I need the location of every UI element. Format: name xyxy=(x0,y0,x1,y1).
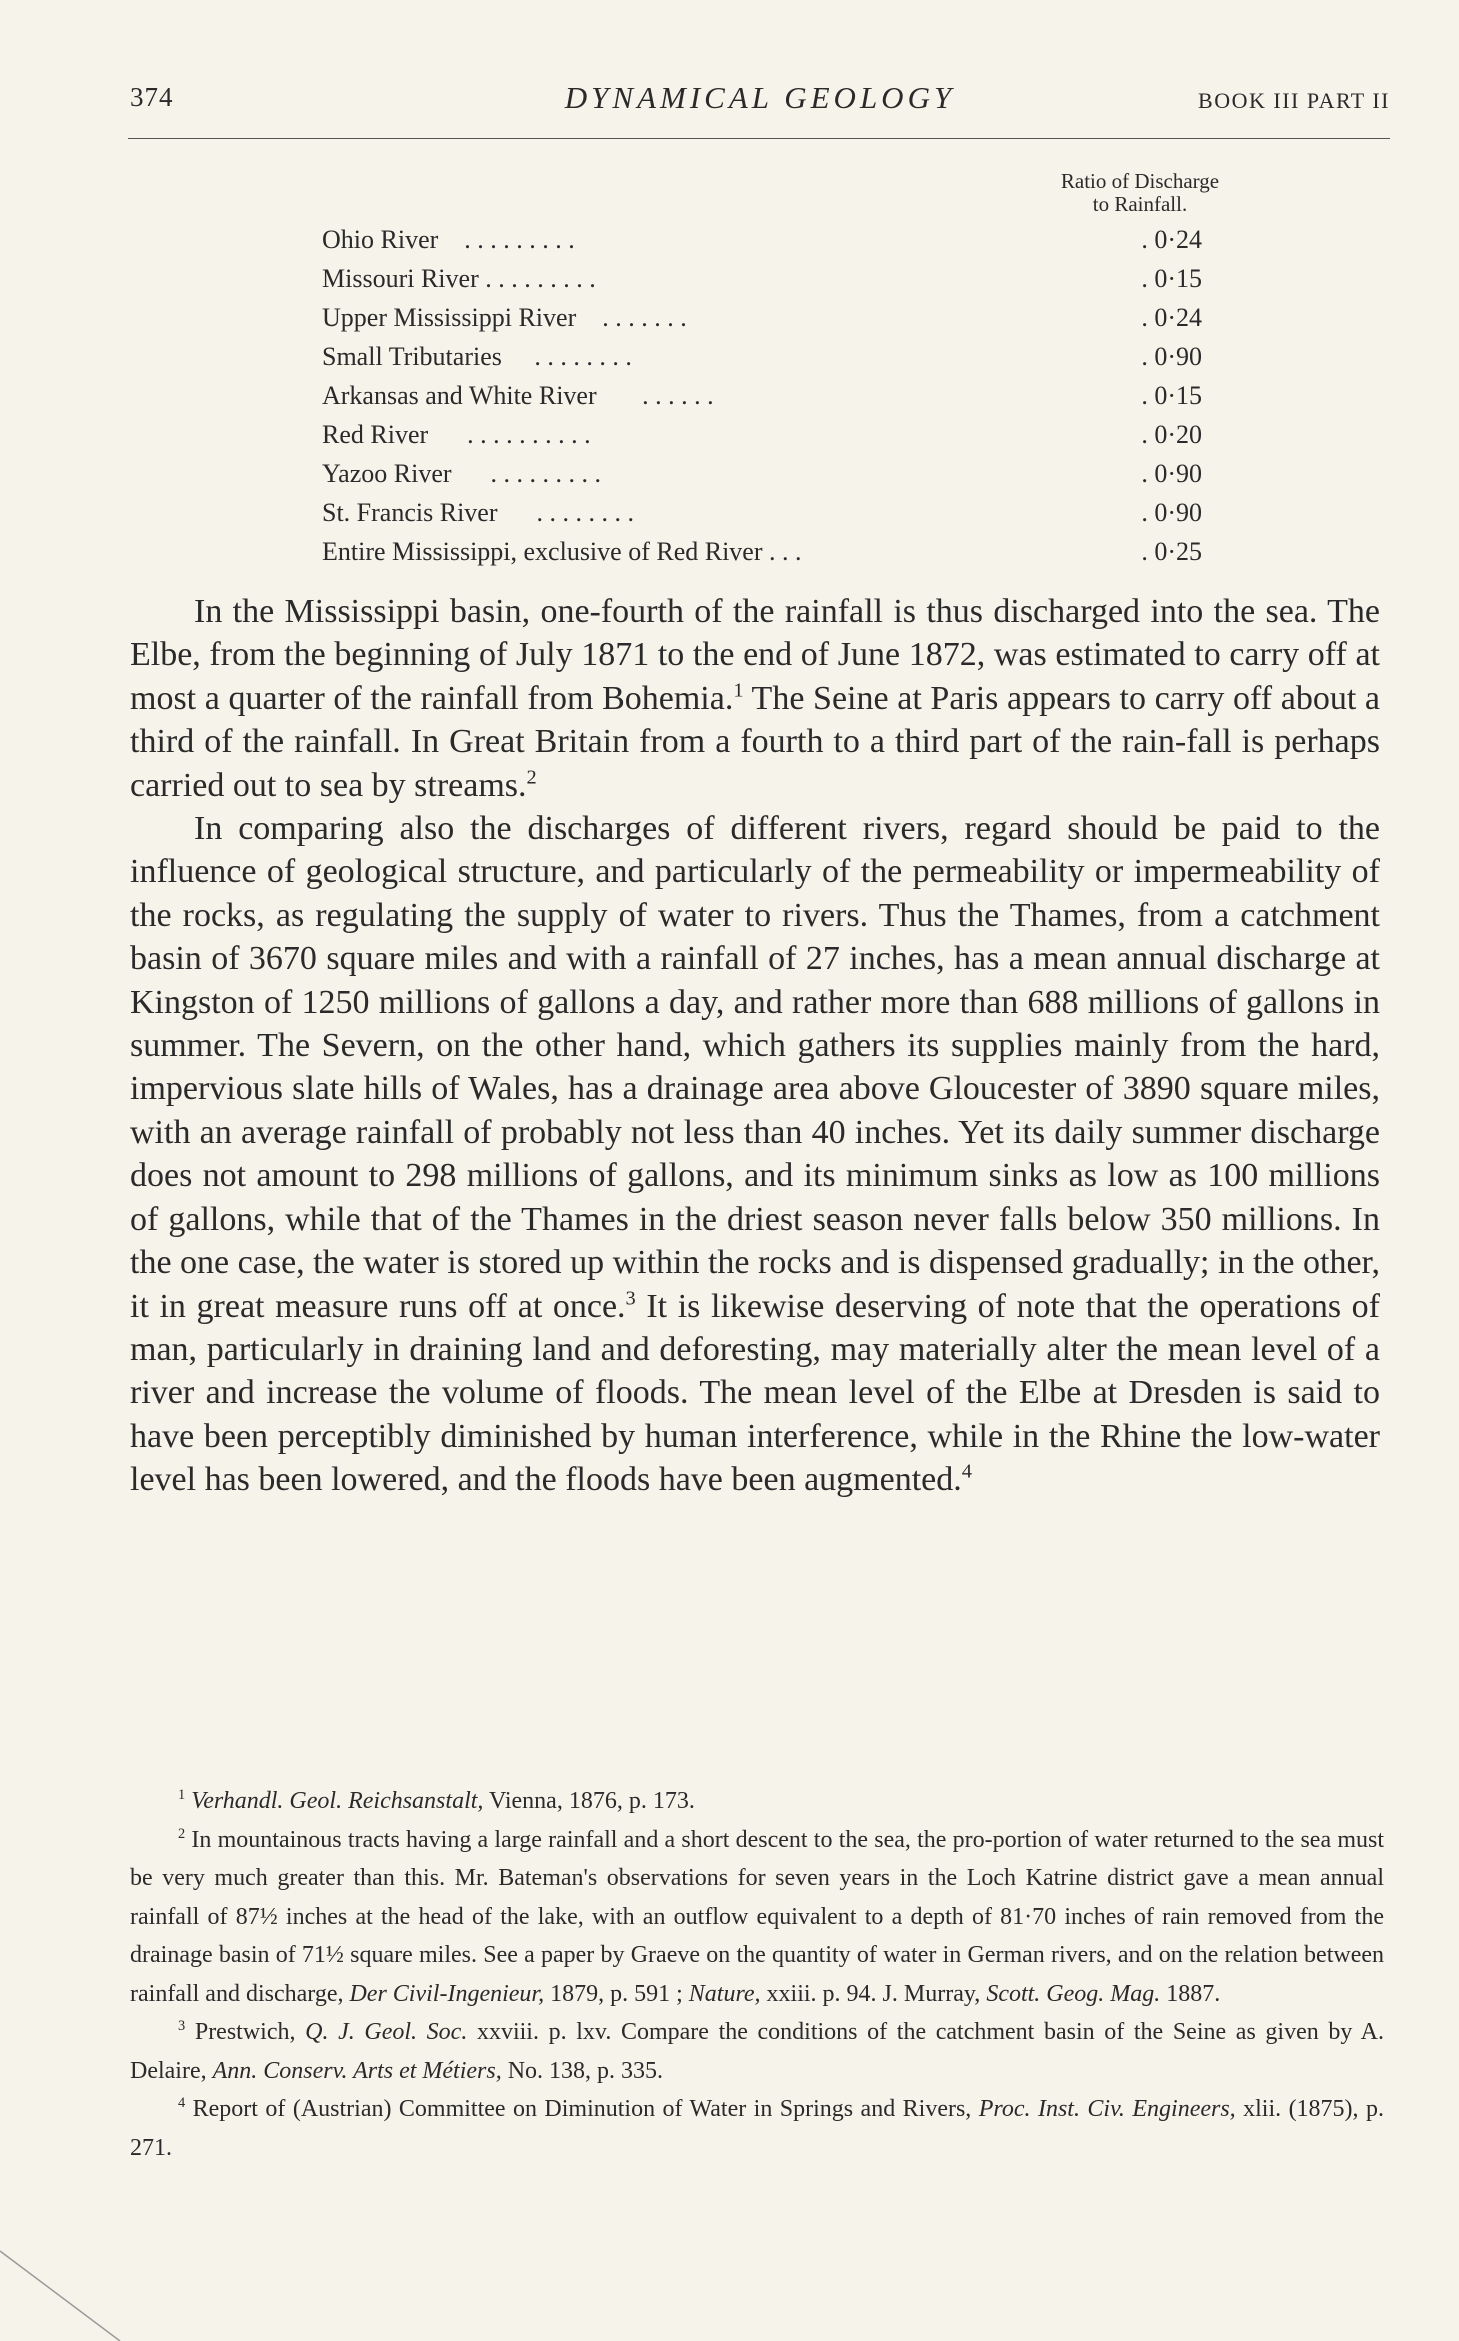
header-rule xyxy=(128,138,1390,139)
table-row xyxy=(322,495,1202,534)
footnote-text: 1887. xyxy=(1160,1980,1221,2007)
citation-italic: Verhandl. Geol. Reichsanstalt, xyxy=(191,1788,484,1814)
leader-dots: . . . . . . . . . xyxy=(490,459,602,488)
citation-italic: Proc. Inst. Civ. Engineers, xyxy=(978,2096,1236,2122)
ratio-value: . 0·20 xyxy=(1141,420,1202,449)
book-part-label: BOOK III PART II xyxy=(1198,88,1390,113)
footnote-text: 1879, p. 591 ; xyxy=(544,1980,689,2007)
table-column-header xyxy=(1020,170,1260,216)
footnote-ref-4: 4 xyxy=(961,1460,972,1483)
table-row xyxy=(322,534,1202,573)
footnote-text: In mountainous tracts having a large rainfall and a short descent to the sea, the pro-portion of water returned to the sea must be very much greater than this. Mr. Bateman's observations for seven years in the Loch Katrine district gave a mean annual rainfall of 87½ inches at the head of the lake, with an outflow equivalent to a depth of 81·70 inches of rain removed from the drainage basin of 71½ square miles. See a paper by Graeve on the quantity of water in German rivers, and on the relation between rainfall and discharge, xyxy=(130,1826,1384,2007)
footnote-ref-1: 1 xyxy=(733,679,744,702)
leader-dots: . . . . . . . . . xyxy=(464,225,575,254)
ratio-value: . 0·15 xyxy=(1141,264,1202,293)
footnote-text: Report of (Austrian) Committee on Diminution of Water in Springs and Rivers, xyxy=(192,2096,979,2122)
column-header-line-2: to Rainfall. xyxy=(1092,192,1188,216)
footnote-text: Prestwich, xyxy=(194,2019,306,2045)
ratio-value: . 0·24 xyxy=(1141,225,1202,254)
paragraph-text: In the Mississippi basin, one-fourth of the rainfall is thus discharged into the sea. The Elbe, from the beginning of July 1871 to the end of June 1872, was estimated to carry off at most a quarter of the rainfall from Bohemia. xyxy=(130,593,1380,717)
footnote-text: xxiii. p. 94. J. Murray, xyxy=(760,1980,987,2007)
river-name: Ohio River xyxy=(322,225,439,254)
citation-italic: Ann. Conserv. Arts et Métiers, xyxy=(212,2057,502,2084)
footnote-text: No. 138, p. 335. xyxy=(501,2057,664,2084)
river-name: Entire Mississippi, exclusive of Red River xyxy=(322,537,763,566)
paragraph-text: In comparing also the discharges of different rivers, regard should be paid to the influence of geological structure, and particularly of the permeability or impermeability of the rocks, as regulating the supply of water to rivers. Thus the Thames, from a catchment basin of 3670 square miles and with a rainfall of 27 inches, has a mean annual discharge at Kingston of 1250 millions of gallons a day, and rather more than 688 millions of gallons in summer. The Severn, on the other hand, which gathers its supplies mainly from the hard, impervious slate hills of Wales, has a drainage area above Gloucester of 3890 square miles, with an average rainfall of probably not less than 40 inches. Yet its daily summer discharge does not amount to 298 millions of gallons, and its minimum sinks as low as 100 millions of gallons, while that of the Thames in the driest season never falls below 350 millions. In the one case, the water is stored up within the rocks and is dispensed gradually; in the other, it in great measure runs off at once. xyxy=(130,810,1380,1325)
ratio-value: . 0·24 xyxy=(1141,303,1202,332)
river-name: Small Tributaries xyxy=(322,342,502,371)
leader-dots: . . . . . . . . xyxy=(534,342,632,371)
page-number: 374 xyxy=(130,82,174,112)
table-row xyxy=(322,417,1202,456)
footnote-1 xyxy=(130,1782,1384,1821)
ratio-value: . 0·90 xyxy=(1141,498,1202,527)
leader-dots: . . . . . . . . xyxy=(536,498,634,527)
ratio-value: . 0·15 xyxy=(1141,381,1202,410)
footnote-number: 4 xyxy=(178,2095,186,2111)
fold-line xyxy=(0,2251,120,2341)
footnote-ref-3: 3 xyxy=(625,1287,636,1310)
ratio-value: . 0·90 xyxy=(1141,342,1202,371)
footnote-4 xyxy=(130,2090,1384,2167)
footnotes xyxy=(130,1782,1384,2167)
footnote-ref-2: 2 xyxy=(526,766,537,789)
ratio-value: . 0·90 xyxy=(1141,459,1202,488)
ratio-value: . 0·25 xyxy=(1141,537,1202,566)
paragraph-text: The Seine at Paris appears to carry off about a third of the rainfall. In Great Britain from a fourth to a third part of the rain-fall is perhaps carried out to sea by streams. xyxy=(130,679,1380,804)
footnote-2 xyxy=(130,1821,1384,2014)
table-row xyxy=(322,300,1202,339)
river-name: Missouri River xyxy=(322,264,479,293)
leader-dots: . . . . . . . . . . xyxy=(467,420,591,449)
river-name: St. Francis River xyxy=(322,498,498,527)
page-fold-mark xyxy=(0,2201,140,2341)
citation-italic: Q. J. Geol. Soc. xyxy=(305,2019,468,2045)
citation-italic: Nature, xyxy=(688,1980,761,2007)
footnote-number: 3 xyxy=(178,2018,186,2034)
footnote-text: Vienna, 1876, p. 173. xyxy=(483,1788,695,1814)
running-title: DYNAMICAL GEOLOGY xyxy=(564,80,956,115)
discharge-ratio-table xyxy=(322,222,1202,573)
body-text xyxy=(130,590,1380,1502)
river-name: Arkansas and White River xyxy=(322,381,597,410)
table-row xyxy=(322,339,1202,378)
footnote-text: xxviii. p. lxv. Compare the conditions of the catchment basin of the Seine as given by A. Delaire, xyxy=(130,2019,1385,2084)
table-row xyxy=(322,456,1202,495)
footnote-3 xyxy=(130,2013,1384,2090)
table-row xyxy=(322,222,1202,261)
footnote-number: 1 xyxy=(178,1787,186,1803)
citation-italic: Der Civil-Ingenieur, xyxy=(349,1980,545,2007)
leader-dots: . . . . . . . xyxy=(602,303,687,332)
citation-italic: Scott. Geog. Mag. xyxy=(986,1980,1161,2007)
leader-dots: . . . xyxy=(769,537,802,566)
running-header xyxy=(130,82,1390,128)
paragraph-text: It is likewise deserving of note that the operations of man, particularly in draining land and deforesting, may materially alter the mean level of a river and increase the volume of floods. The mean level of the Elbe at Dresden is said to have been perceptibly diminished by human interference, while in the Rhine the low-water level has been lowered, and the floods have been augmented. xyxy=(130,1287,1380,1499)
paragraph-1 xyxy=(130,590,1380,807)
column-header-line-1: Ratio of Discharge xyxy=(1060,169,1220,193)
river-name: Yazoo River xyxy=(322,459,452,488)
table-row xyxy=(322,378,1202,417)
table-row xyxy=(322,261,1202,300)
paragraph-2 xyxy=(130,807,1380,1502)
footnote-number: 2 xyxy=(178,1825,186,1842)
leader-dots: . . . . . . . . . xyxy=(485,264,596,293)
footnote-text: xlii. (1875), p. 271. xyxy=(130,2096,1384,2161)
river-name: Red River xyxy=(322,420,429,449)
river-name: Upper Mississippi River xyxy=(322,303,577,332)
leader-dots: . . . . . . xyxy=(642,381,714,410)
